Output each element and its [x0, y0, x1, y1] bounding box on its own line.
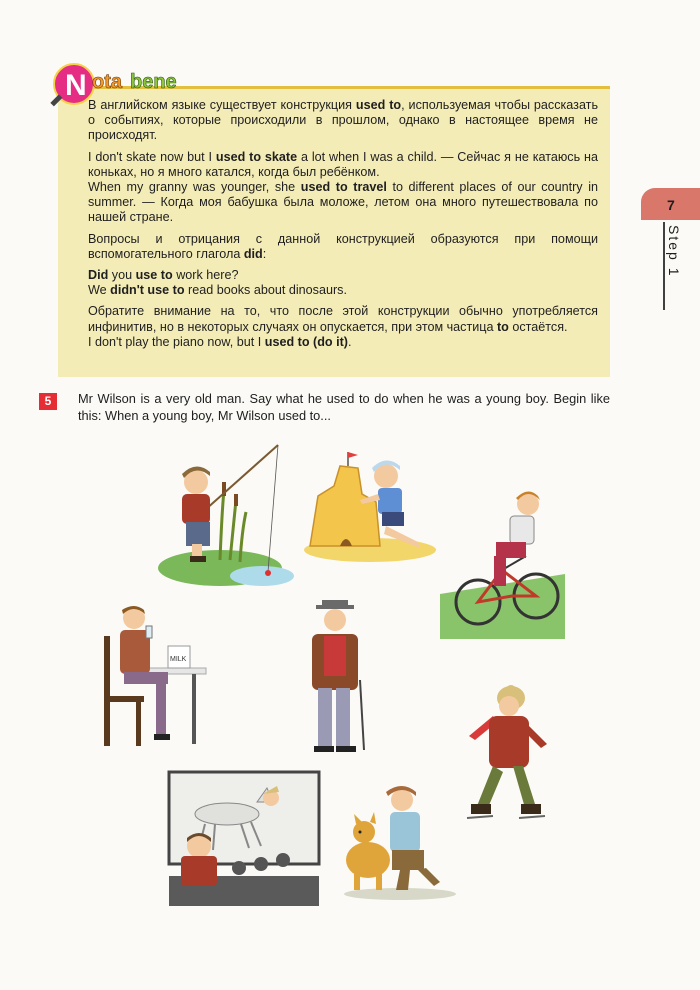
illustration-sandcastle: [300, 446, 440, 566]
illustration-fishing: [150, 440, 295, 590]
nota-paragraph-1: В английском языке существует конструкция used to, используемая чтобы рассказать о событиях, которые происходили в прошлом, однако в настоящее время не происходят.: [88, 98, 599, 143]
illustration-old-man: [298, 600, 378, 760]
milk-carton-label: MILK: [170, 656, 187, 663]
exercise-instruction: Mr Wilson is a very old man. Say what he used to do when he was a young boy. Begin like this: When a young boy, Mr Wilson used to...: [78, 391, 610, 423]
svg-text:bene: bene: [130, 71, 177, 93]
illustration-milk: [100, 606, 210, 751]
exercise-number-badge: 5: [39, 393, 57, 410]
step-divider: [663, 222, 665, 310]
illustration-dog: [340, 786, 460, 901]
illustration-cycling: [440, 484, 565, 639]
svg-text:ota: ota: [92, 71, 122, 93]
nota-paragraph-2: Вопросы и отрицания с данной конструкцией образуются при помощи вспомогательного глагола did:: [88, 231, 598, 261]
unit-number: 7: [667, 197, 675, 213]
step-label: Step 1: [666, 225, 682, 278]
nota-paragraph-3: Обратите внимание на то, что после этой конструкции обычно употребляется инфинитив, но в некоторых случаях он опускается, при этом частица to остаётся. I don't play the piano now, but I used to (do it).: [88, 304, 598, 349]
svg-text:N: N: [65, 69, 87, 102]
nota-examples-1: I don't skate now but I used to skate a lot when I was a child. — Сейчас я не катаюсь на коньках, но я много катался, когда был ребёнком. When my granny was younger, she used to travel to different places of our country in summer. — Когда моя бабушка была моложе, летом она много путешествовала по нашей стране.: [88, 149, 599, 225]
nota-bene-text: [88, 98, 598, 356]
illustration-cinema: [165, 768, 325, 908]
illustration-skating: [455, 682, 555, 842]
nota-examples-2: Did you use to work here? We didn't use to read books about dinosaurs.: [88, 268, 347, 298]
